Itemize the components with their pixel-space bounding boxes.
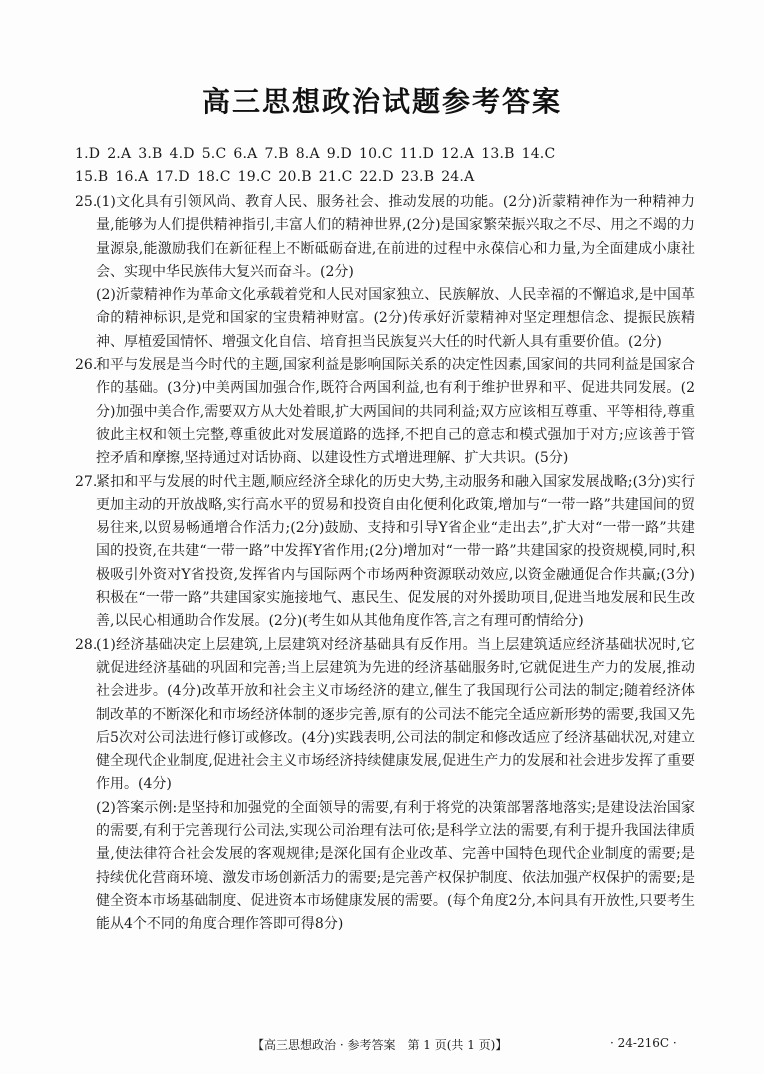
mc-answer: 14.C — [521, 146, 556, 162]
question-28 — [75, 634, 695, 937]
question-number: 25. — [75, 194, 98, 210]
question-number: 27. — [75, 473, 98, 490]
answer-part-1: (1)经济基础决定上层建筑,上层建筑对经济基础具有反作用。当上层建筑适应经济基础状况时,它就促进经济基础的巩固和完善;当上层建筑为先进的经济基础服务时,它就促进生产力的发展,推动社会进步。(4分)改革开放和社会主义市场经济的建立,催生了我国现行公司法的制定;随着经济体制改革的不断深化和市场经济体制的逐步完善,原有的公司法不能完全适应新形势的需要,我国又先后5次对公司法进行修订或修改。(4分)实践表明,公司法的制定和修改适应了经济基础状况,对建立健全现代企业制度,促进社会主义市场经济持续健康发展,促进生产力的发展和社会进步发挥了重要作用。(4分) — [96, 636, 695, 793]
question-26 — [75, 354, 695, 470]
answer-part-2: (2)沂蒙精神作为革命文化承载着党和人民对国家独立、民族解放、人民幸福的不懈追求,是中国革命的精神标识,是党和国家的宝贵精神财富。(2分)传承好沂蒙精神对坚定理想信念、提振民族精神、厚植爱国情怀、增强文化自信、培育担当民族复兴大任的时代新人具有重要价值。(2分) — [96, 287, 695, 350]
page-footer: 【高三思想政治 · 参考答案 第 1 页(共 1 页)】 — [252, 1038, 508, 1052]
question-number: 28. — [75, 636, 98, 653]
question-number: 26. — [75, 357, 98, 374]
paper-code: · 24-216C · — [610, 1036, 677, 1050]
mc-answer: 7.B — [264, 146, 289, 162]
mc-answer: 1.D — [75, 146, 101, 162]
mc-answer: 13.B — [481, 146, 515, 162]
mc-answer: 24.A — [441, 169, 475, 185]
mc-answer: 17.D — [155, 169, 190, 185]
page-title: 高三思想政治试题参考答案 — [201, 85, 562, 118]
mc-answer: 8.A — [295, 146, 320, 162]
answer-text: 和平与发展是当今时代的主题,国家利益是影响国际关系的决定性因素,国家间的共同利益是国家合作的基础。(3分)中美两国加强合作,既符合两国利益,也有利于维护世界和平、促进共同发展。(2分)加强中美合作,需要双方从大处着眼,扩大两国间的共同利益;双方应该相互尊重、平等相待,尊重彼此主权和领土完整,尊重彼此对发展道路的选择,不把自己的意志和模式强加于对方;应该善于管控矛盾和摩擦,坚持通过对话协商、以建设性方式增进理解、扩大共识。(5分) — [96, 357, 695, 467]
answer-part-1: (1)文化具有引领风尚、教育人民、服务社会、推动发展的功能。(2分)沂蒙精神作为一种精神力量,能够为人们提供精神指引,丰富人们的精神世界,(2分)是国家繁荣振兴取之不尽、用之不竭的力量源泉,能激励我们在新征程上不断砥砺奋进,在前进的过程中永葆信心和力量,为全面建成小康社会、实现中华民族伟大复兴而奋斗。(2分) — [96, 194, 695, 280]
mc-answer: 22.D — [359, 169, 394, 185]
mc-answer: 15.B — [75, 169, 109, 185]
mc-answer: 12.A — [441, 146, 475, 162]
question-25 — [75, 191, 695, 354]
mc-answer: 10.C — [358, 146, 393, 162]
mc-answer: 23.B — [400, 169, 435, 185]
mc-answer: 3.B — [138, 146, 163, 162]
mc-answer: 9.D — [326, 146, 352, 162]
mc-answer: 2.A — [107, 146, 132, 162]
answer-content — [75, 191, 695, 937]
mc-answer: 19.C — [237, 169, 272, 185]
mc-answer: 5.C — [201, 146, 227, 162]
mc-answer: 6.A — [233, 146, 258, 162]
answer-part-2: (2)答案示例:是坚持和加强党的全面领导的需要,有利于将党的决策部署落地落实;是建设法治国家的需要,有利于完善现行公司法,实现公司治理有法可依;是科学立法的需要,有利于提升我国法律质量,使法律符合社会发展的客观规律;是深化国有企业改革、完善中国特色现代企业制度的需要;是持续优化营商环境、激发市场创新活力的需要;是完善产权保护制度、依法加强产权保护的需要;是健全资本市场基础制度、促进资本市场健康发展的需要。(每个角度2分,本问具有开放性,只要考生能从4个不同的角度合理作答即可得8分) — [96, 799, 695, 933]
mc-answer: 18.C — [196, 169, 231, 185]
question-27 — [75, 471, 695, 634]
mc-answers-line-2 — [75, 169, 481, 185]
mc-answer: 4.D — [169, 146, 195, 162]
mc-answer: 21.C — [318, 169, 353, 185]
mc-answer: 11.D — [399, 146, 435, 162]
mc-answers-line-1 — [75, 146, 562, 162]
answer-text: 紧扣和平与发展的时代主题,顺应经济全球化的历史大势,主动服务和融入国家发展战略;(3分)实行更加主动的开放战略,实行高水平的贸易和投资自由化便利化政策,增加与“一带一路”共建国间的贸易往来,以贸易畅通增合作活力;(2分)鼓励、支持和引导Y省企业“走出去”,扩大对“一带一路”共建国的投资,在共建“一带一路”中发挥Y省作用;(2分)增加对“一带一路”共建国家的投资规模,同时,积极吸引外资对Y省投资,发挥省内与国际两个市场两种资源联动效应,以资金融通促合作共赢;(3分)积极在“一带一路”共建国家实施接地气、惠民生、促发展的对外援助项目,促进当地发展和民生改善,以民心相通助合作发展。(2分)(考生如从其他角度作答,言之有理可酌情给分) — [96, 473, 695, 630]
mc-answer: 20.B — [278, 169, 312, 185]
mc-answer: 16.A — [115, 169, 149, 185]
